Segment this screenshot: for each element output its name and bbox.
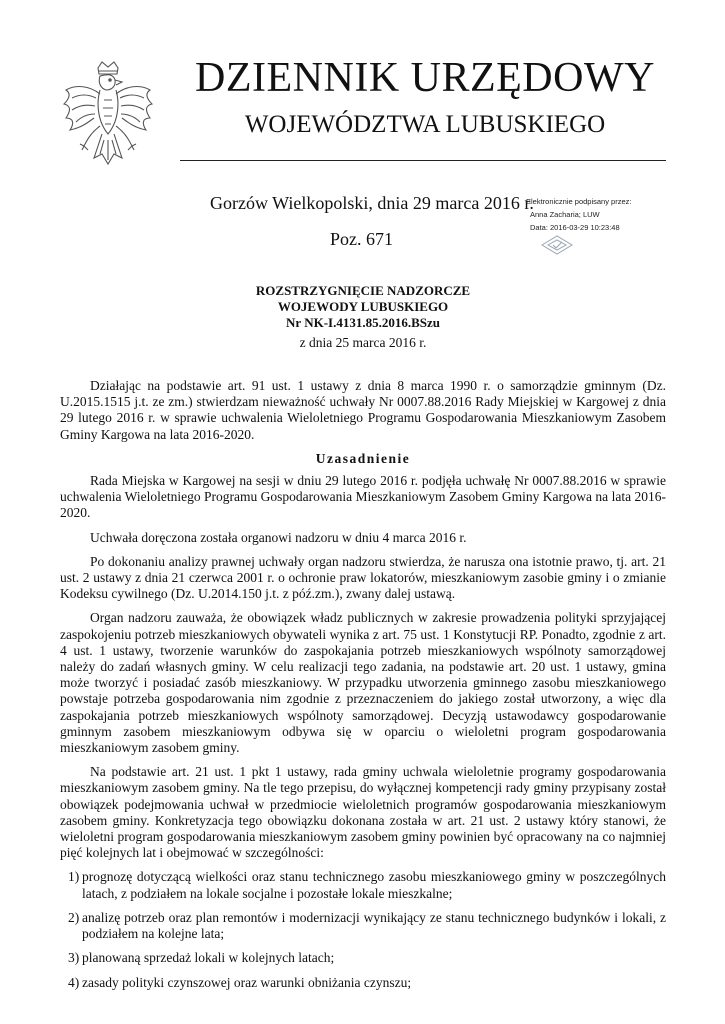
justification-heading: Uzasadnienie bbox=[315, 450, 411, 466]
signature-signer: Anna Zacharia; LUW bbox=[530, 210, 600, 219]
list-item-number: 4) bbox=[68, 974, 80, 990]
decision-authority: WOJEWODY LUBUSKIEGO bbox=[277, 299, 449, 314]
decision-title: ROZSTRZYGNIĘCIE NADZORCZE bbox=[255, 283, 471, 298]
list-item-text: zasady polityki czynszowej oraz warunki obniżania czynszu; bbox=[82, 974, 412, 990]
paragraph: Na podstawie art. 21 ust. 1 pkt 1 ustawy, rada gminy uchwala wieloletnie programy gospodarowania mieszkaniowym zasobem gminy. Na tle tego przepisu, do wyłącznej kompetencji rady gminy przypisany został obowiązek podejmowania uchwał w przedmiocie wieloletnich programów gospodarowania mieszkaniowym zasobem gminy. Konkretyzacja tego obowiązku dokonana została w art. 21 ust. 2 ustawy który stanowi, że wieloletni program gospodarowania mieszkaniowym zasobem gminy powinien być opracowany na co najmniej pięć kolejnych lat i obejmować w szczególności: bbox=[60, 764, 666, 861]
gazette-title: DZIENNIK URZĘDOWY bbox=[195, 55, 655, 101]
signature-check-icon bbox=[540, 234, 574, 256]
decision-date: z dnia 25 marca 2016 r. bbox=[299, 335, 427, 350]
list-item-text: prognozę dotyczącą wielkości oraz stanu technicznego zasobu mieszkaniowego gminy w poszczególnych latach, z podziałem na lokale socjalne i pozostałe lokale mieszkalne; bbox=[82, 869, 666, 901]
list-item bbox=[60, 975, 666, 991]
list-item-number: 2) bbox=[68, 909, 80, 925]
decision-number: Nr NK-I.4131.85.2016.BSzu bbox=[286, 315, 440, 330]
document-body bbox=[60, 378, 666, 999]
paragraph: Po dokonaniu analizy prawnej uchwały organ nadzoru stwierdza, że narusza ona istotnie prawo, tj. art. 21 ust. 2 ustawy z dnia 21 czerwca 2001 r. o ochronie praw lokatorów, mieszkaniowym zasobie gminy i o zmianie Kodeksu cywilnego (Dz. U.2014.150 j.t. z póź.zm.), zwany dalej ustawą. bbox=[60, 553, 666, 602]
intro-paragraph: Działając na podstawie art. 91 ust. 1 ustawy z dnia 8 marca 1990 r. o samorządzie gminnym (Dz. U.2015.1515 j.t. ze zm.) stwierdzam nieważność uchwały Nr 0007.88.2016 Rady Miejskiej w Kargowej z dnia 29 lutego 2016 r. w sprawie uchwalenia Wieloletniego Programu Gospodarowania Mieszkaniowym Zasobem Gminy Kargowa na lata 2016-2020. bbox=[60, 378, 666, 442]
signature-line-1: Elektronicznie podpisany przez: bbox=[526, 197, 632, 206]
list-item bbox=[60, 869, 666, 901]
electronic-signature bbox=[526, 195, 686, 234]
paragraph: Rada Miejska w Kargowej na sesji w dniu 29 lutego 2016 r. podjęła uchwałę Nr 0007.88.2016 w sprawie uchwalenia Wieloletniego Programu Gospodarowania Mieszkaniowym Zasobem Gminy Kargowa na lata 2016-2020. bbox=[60, 473, 666, 521]
place-date: Gorzów Wielkopolski, dnia 29 marca 2016 r. bbox=[210, 193, 534, 213]
list-item bbox=[60, 910, 666, 942]
requirements-list bbox=[60, 869, 666, 990]
list-item-text: planowaną sprzedaż lokali w kolejnych latach; bbox=[82, 950, 335, 966]
eagle-emblem-icon bbox=[60, 60, 156, 172]
signature-date: Data: 2016-03-29 10:23:48 bbox=[530, 223, 620, 232]
list-item-text: analizę potrzeb oraz plan remontów i modernizacji wynikający ze stanu technicznego budynków i lokali, z podziałem na kolejne lata; bbox=[82, 909, 666, 942]
list-item bbox=[60, 950, 666, 966]
list-item-number: 3) bbox=[68, 950, 80, 966]
position-number: Poz. 671 bbox=[330, 229, 393, 249]
gazette-subtitle: WOJEWÓDZTWA LUBUSKIEGO bbox=[244, 111, 606, 138]
header-divider bbox=[180, 160, 666, 161]
decision-heading bbox=[60, 283, 666, 331]
list-item-number: 1) bbox=[68, 869, 80, 885]
paragraph: Uchwała doręczona została organowi nadzoru w dniu 4 marca 2016 r. bbox=[90, 529, 467, 545]
paragraph: Organ nadzoru zauważa, że obowiązek władz publicznych w zakresie prowadzenia polityki sprzyjającej zaspokojeniu potrzeb mieszkaniowych obywateli wynika z art. 75 ust. 1 Konstytucji RP. Ponadto, zgodnie z art. 4 ust. 1 ustawy, tworzenie warunków do zaspokajania potrzeb mieszkaniowych wspólnoty samorządowej należy do zadań własnych gminy. W celu realizacji tego zadania, na podstawie art. 20 ust. 1 ustawy, gmina może tworzyć i posiadać zasób mieszkaniowy. W przypadku utworzenia gminnego zasobu mieszkaniowego powstaje potrzeba gospodarowania nim zgodnie z przeznaczeniem do jakiego został utworzony, a więc dla zaspokajania potrzeb mieszkaniowych wspólnoty samorządowej. Decyzją ustawodawcy gospodarowanie gminnym zasobem mieszkaniowym odbywa się w oparciu o wieloletni program gospodarowania mieszkaniowym zasobem gminy. bbox=[60, 610, 666, 756]
